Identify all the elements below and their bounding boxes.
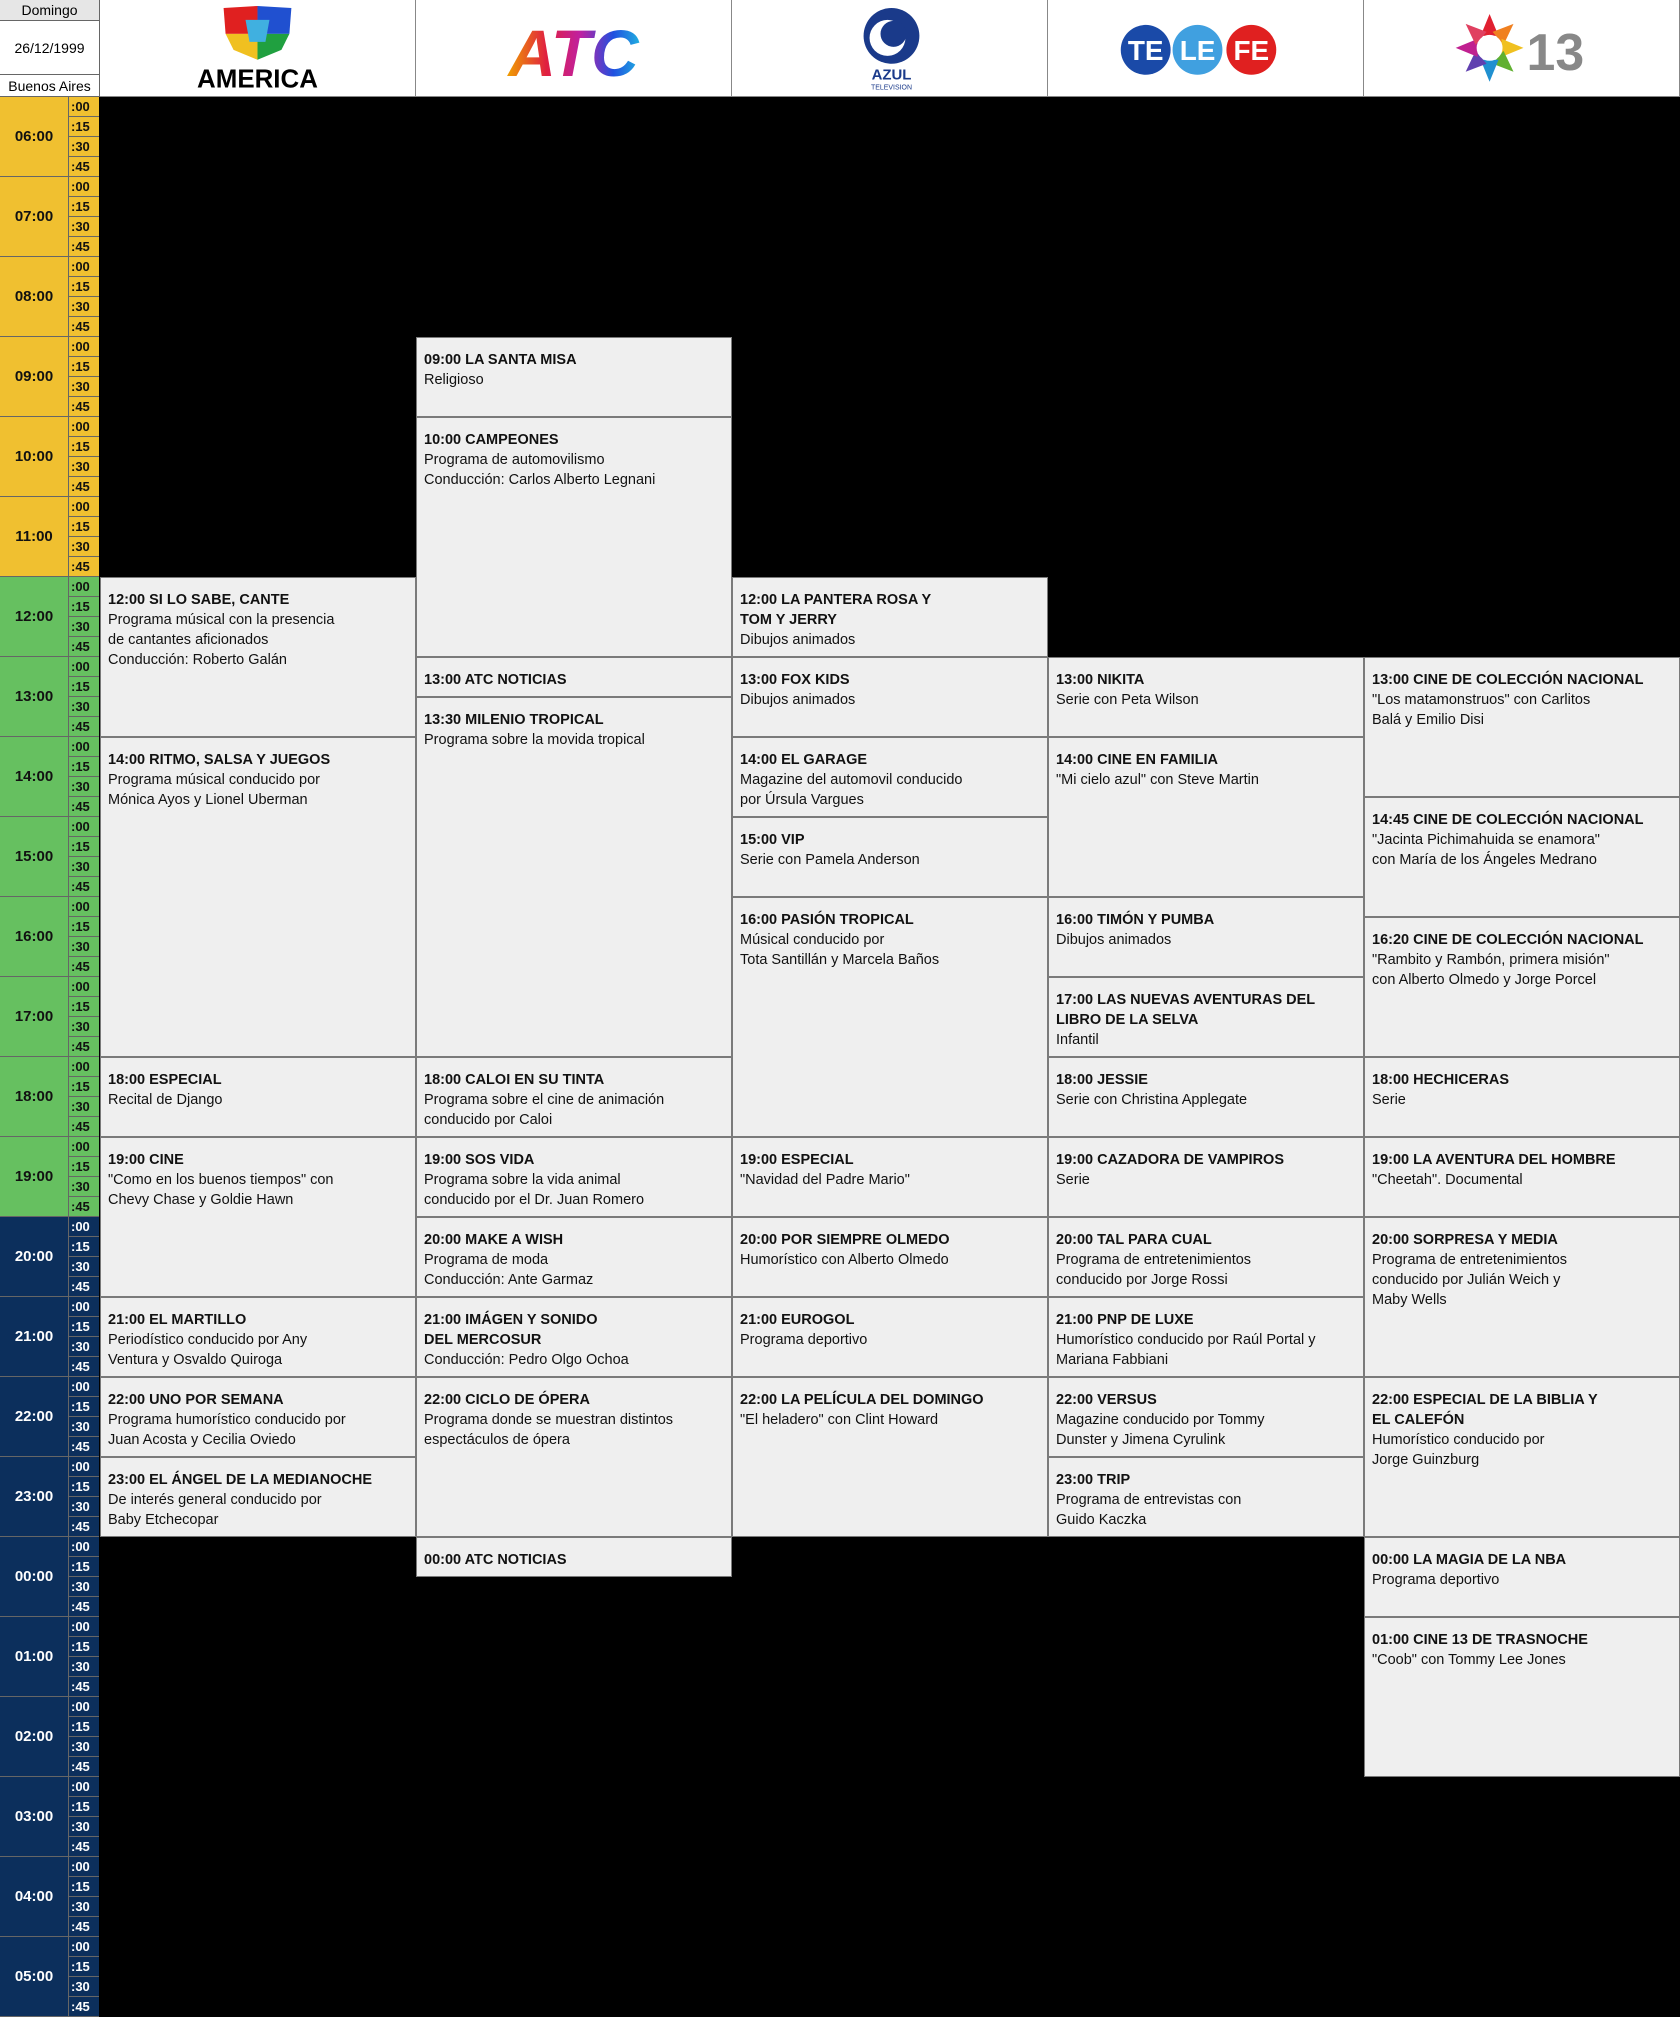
program-description: Serie con Pamela Anderson — [740, 852, 920, 868]
quarter-label: :45 — [69, 1197, 99, 1217]
program-title: 19:00 CAZADORA DE VAMPIROS — [1056, 1152, 1285, 1168]
program-description: "Navidad del Padre Mario" — [740, 1172, 910, 1188]
program-title: 12:00 SI LO SABE, CANTE — [108, 592, 290, 608]
program-description: Programa músical con la presencia de cantantes aficionados Conducción: Roberto Galán — [108, 612, 335, 668]
hour-label: 13:00 — [0, 657, 69, 737]
program-title: 13:00 CINE DE COLECCIÓN NACIONAL — [1372, 672, 1644, 688]
program-description: De interés general conducido por Baby Etchecopar — [108, 1492, 322, 1528]
program-block[interactable] — [100, 1377, 416, 1457]
program-title: 19:00 CINE — [108, 1152, 184, 1168]
program-title: 20:00 TAL PARA CUAL — [1056, 1232, 1212, 1248]
quarter-label: :00 — [69, 1617, 99, 1637]
program-title: 00:00 ATC NOTICIAS — [424, 1552, 567, 1568]
quarter-label: :15 — [69, 1397, 99, 1417]
quarter-label: :30 — [69, 1497, 99, 1517]
program-description: Programa músical conducido por Mónica Ayos y Lionel Uberman — [108, 772, 320, 808]
quarter-label: :30 — [69, 1657, 99, 1677]
quarter-label: :45 — [69, 157, 99, 177]
program-title: 10:00 CAMPEONES — [424, 432, 559, 448]
program-description: Programa de entretenimientos conducido por Jorge Rossi — [1056, 1252, 1252, 1288]
hour-label: 03:00 — [0, 1777, 69, 1857]
program-block[interactable] — [100, 577, 416, 737]
program-title: 20:00 POR SIEMPRE OLMEDO — [740, 1232, 950, 1248]
telefe-logo-icon — [1048, 0, 1363, 97]
program-description: "Coob" con Tommy Lee Jones — [1372, 1652, 1566, 1668]
program-title: 18:00 CALOI EN SU TINTA — [424, 1072, 605, 1088]
quarter-label: :15 — [69, 757, 99, 777]
quarter-label: :15 — [69, 837, 99, 857]
hour-label: 06:00 — [0, 97, 69, 177]
quarter-label: :30 — [69, 1737, 99, 1757]
program-title: 00:00 LA MAGIA DE LA NBA — [1372, 1552, 1567, 1568]
quarter-label: :30 — [69, 1017, 99, 1037]
quarter-label: :00 — [69, 337, 99, 357]
quarter-label: :15 — [69, 1877, 99, 1897]
program-description: Serie con Christina Applegate — [1056, 1092, 1248, 1108]
azul-logo-text: AZUL — [871, 66, 912, 84]
program-block[interactable] — [732, 657, 1048, 737]
program-block[interactable] — [416, 1217, 732, 1297]
program-block[interactable] — [1048, 977, 1364, 1057]
quarter-label: :00 — [69, 1537, 99, 1557]
hour-label: 00:00 — [0, 1537, 69, 1617]
program-description: Humorístico con Alberto Olmedo — [740, 1252, 949, 1268]
quarter-label: :15 — [69, 357, 99, 377]
program-description: Serie con Peta Wilson — [1056, 692, 1199, 708]
program-title: 22:00 UNO POR SEMANA — [108, 1392, 284, 1408]
quarter-label: :45 — [69, 1437, 99, 1457]
program-title: 19:00 ESPECIAL — [740, 1152, 854, 1168]
quarter-label: :15 — [69, 117, 99, 137]
program-block[interactable] — [732, 1377, 1048, 1537]
channel-header-atc — [416, 0, 732, 97]
program-description: Infantil — [1056, 1032, 1099, 1048]
quarter-label: :00 — [69, 1937, 99, 1957]
quarter-label: :00 — [69, 257, 99, 277]
header-info — [0, 0, 100, 97]
program-title: 22:00 CICLO DE ÓPERA — [424, 1392, 590, 1408]
america-logo-icon — [100, 0, 415, 97]
quarter-label: :45 — [69, 957, 99, 977]
program-description: Programa sobre la vida animal conducido por el Dr. Juan Romero — [424, 1172, 645, 1208]
program-description: Programa sobre la movida tropical — [424, 732, 645, 748]
program-block[interactable] — [1364, 1057, 1680, 1137]
program-block[interactable] — [416, 1537, 732, 1577]
quarter-label: :30 — [69, 1577, 99, 1597]
program-title: 18:00 JESSIE — [1056, 1072, 1148, 1088]
program-description: Dibujos animados — [740, 632, 856, 648]
quarter-label: :45 — [69, 1117, 99, 1137]
city-label: Buenos Aires — [0, 74, 99, 97]
program-block[interactable] — [1364, 1537, 1680, 1617]
hour-label: 11:00 — [0, 497, 69, 577]
program-title: 15:00 VIP — [740, 832, 805, 848]
program-description: Magazine conducido por Tommy Dunster y Jimena Cyrulink — [1056, 1412, 1265, 1448]
quarter-label: :15 — [69, 277, 99, 297]
quarter-label: :30 — [69, 937, 99, 957]
program-description: Periodístico conducido por Any Ventura y Osvaldo Quiroga — [108, 1332, 308, 1368]
quarter-label: :30 — [69, 857, 99, 877]
quarter-label: :30 — [69, 1817, 99, 1837]
program-description: Programa deportivo — [740, 1332, 868, 1348]
program-block[interactable] — [1048, 737, 1364, 897]
quarter-label: :30 — [69, 297, 99, 317]
america-logo-text: AMERICA — [197, 65, 318, 94]
program-title: 13:30 MILENIO TROPICAL — [424, 712, 604, 728]
quarter-label: :45 — [69, 1597, 99, 1617]
quarter-label: :30 — [69, 1977, 99, 1997]
program-title: 18:00 HECHICERAS — [1372, 1072, 1509, 1088]
program-description: Magazine del automovil conducido por Úrsula Vargues — [740, 772, 963, 808]
program-block[interactable] — [416, 417, 732, 657]
program-block[interactable] — [100, 1057, 416, 1137]
program-block[interactable] — [732, 897, 1048, 1137]
quarter-label: :00 — [69, 1137, 99, 1157]
program-title: 16:00 PASIÓN TROPICAL — [740, 912, 914, 928]
program-description: "Mi cielo azul" con Steve Martin — [1056, 772, 1259, 788]
program-title: 21:00 EL MARTILLO — [108, 1312, 247, 1328]
hour-label: 05:00 — [0, 1937, 69, 2017]
quarter-label: :00 — [69, 1777, 99, 1797]
program-description: Programa deportivo — [1372, 1572, 1500, 1588]
quarter-label: :15 — [69, 1797, 99, 1817]
hour-label: 18:00 — [0, 1057, 69, 1137]
program-description: Serie — [1372, 1092, 1406, 1108]
quarter-label: :30 — [69, 1177, 99, 1197]
telefe-logo-te: TE — [1127, 34, 1164, 66]
hour-label: 21:00 — [0, 1297, 69, 1377]
program-title: 14:45 CINE DE COLECCIÓN NACIONAL — [1372, 812, 1644, 828]
quarter-label: :30 — [69, 1257, 99, 1277]
telefe-logo-le: LE — [1179, 34, 1216, 66]
program-description: Serie — [1056, 1172, 1090, 1188]
hour-label: 08:00 — [0, 257, 69, 337]
program-title: 23:00 TRIP — [1056, 1472, 1131, 1488]
azul-logo-icon — [732, 0, 1047, 97]
quarter-label: :00 — [69, 97, 99, 117]
program-title: 19:00 LA AVENTURA DEL HOMBRE — [1372, 1152, 1616, 1168]
program-description: "Jacinta Pichimahuida se enamora" con María de los Ángeles Medrano — [1372, 832, 1600, 868]
quarter-label: :45 — [69, 1037, 99, 1057]
program-title: 12:00 LA PANTERA ROSA Y TOM Y JERRY — [740, 592, 932, 628]
program-description: Programa de moda Conducción: Ante Garmaz — [424, 1252, 594, 1288]
program-block[interactable] — [416, 1057, 732, 1137]
program-title: 22:00 VERSUS — [1056, 1392, 1157, 1408]
hour-label: 14:00 — [0, 737, 69, 817]
hour-label: 07:00 — [0, 177, 69, 257]
quarter-label: :45 — [69, 877, 99, 897]
channel-header-telefe — [1048, 0, 1364, 97]
hour-label: 10:00 — [0, 417, 69, 497]
quarter-label: :15 — [69, 197, 99, 217]
quarter-label: :45 — [69, 557, 99, 577]
program-description: "Los matamonstruos" con Carlitos Balá y Emilio Disi — [1372, 692, 1591, 728]
program-title: 21:00 IMÁGEN Y SONIDO DEL MERCOSUR — [424, 1312, 598, 1348]
quarter-label: :00 — [69, 1857, 99, 1877]
hour-label: 15:00 — [0, 817, 69, 897]
quarter-label: :00 — [69, 497, 99, 517]
trece-logo-text: 13 — [1526, 22, 1585, 81]
quarter-label: :15 — [69, 1157, 99, 1177]
program-block[interactable] — [1048, 1057, 1364, 1137]
program-block[interactable] — [1048, 897, 1364, 977]
quarter-label: :45 — [69, 1277, 99, 1297]
channel-header-azul — [732, 0, 1048, 97]
quarter-label: :15 — [69, 597, 99, 617]
quarter-label: :00 — [69, 1697, 99, 1717]
quarter-label: :30 — [69, 377, 99, 397]
hour-label: 23:00 — [0, 1457, 69, 1537]
program-block[interactable] — [416, 697, 732, 1057]
quarter-label: :00 — [69, 1217, 99, 1237]
program-block[interactable] — [732, 737, 1048, 817]
hour-label: 19:00 — [0, 1137, 69, 1217]
program-description: Programa humorístico conducido por Juan Acosta y Cecilia Oviedo — [108, 1412, 346, 1448]
quarter-label: :30 — [69, 1097, 99, 1117]
program-title: 23:00 EL ÁNGEL DE LA MEDIANOCHE — [108, 1472, 373, 1488]
quarter-label: :00 — [69, 177, 99, 197]
program-description: Programa de automovilismo Conducción: Carlos Alberto Legnani — [424, 452, 656, 488]
program-block[interactable] — [1364, 1217, 1680, 1377]
quarter-label: :30 — [69, 137, 99, 157]
program-description: Programa de entretenimientos conducido por Julián Weich y Maby Wells — [1372, 1252, 1568, 1308]
program-title: 17:00 LAS NUEVAS AVENTURAS DEL LIBRO DE LA SELVA — [1056, 992, 1316, 1028]
quarter-label: :45 — [69, 1997, 99, 2017]
program-title: 20:00 MAKE A WISH — [424, 1232, 564, 1248]
program-description: Humorístico conducido por Jorge Guinzburg — [1372, 1432, 1545, 1468]
program-description: Conducción: Pedro Olgo Ochoa — [424, 1352, 629, 1368]
quarter-label: :00 — [69, 897, 99, 917]
quarter-label: :15 — [69, 437, 99, 457]
program-block[interactable] — [416, 337, 732, 417]
hour-label: 02:00 — [0, 1697, 69, 1777]
quarter-label: :15 — [69, 1957, 99, 1977]
channel-header-america — [100, 0, 416, 97]
program-title: 20:00 SORPRESA Y MEDIA — [1372, 1232, 1558, 1248]
program-title: 19:00 SOS VIDA — [424, 1152, 535, 1168]
channel-header-trece — [1364, 0, 1680, 97]
hour-label: 09:00 — [0, 337, 69, 417]
program-title: 14:00 CINE EN FAMILIA — [1056, 752, 1218, 768]
program-block[interactable] — [100, 1457, 416, 1537]
program-block[interactable] — [100, 1137, 416, 1297]
program-description: Programa de entrevistas con Guido Kaczka — [1056, 1492, 1242, 1528]
program-description: Dibujos animados — [1056, 932, 1172, 948]
program-description: Recital de Django — [108, 1092, 223, 1108]
telefe-logo-fe: FE — [1233, 34, 1270, 66]
program-title: 14:00 EL GARAGE — [740, 752, 868, 768]
program-block[interactable] — [100, 1297, 416, 1377]
quarter-label: :00 — [69, 577, 99, 597]
program-block[interactable] — [1048, 1217, 1364, 1297]
program-block[interactable] — [732, 817, 1048, 897]
trece-logo-icon — [1364, 0, 1679, 97]
date-label: 26/12/1999 — [14, 39, 85, 56]
quarter-label: :15 — [69, 917, 99, 937]
quarter-label: :15 — [69, 1077, 99, 1097]
quarter-label: :15 — [69, 1637, 99, 1657]
program-block[interactable] — [1048, 657, 1364, 737]
atc-logo-text: ATC — [508, 15, 639, 90]
program-block[interactable] — [1048, 1137, 1364, 1217]
quarter-label: :45 — [69, 637, 99, 657]
hour-label: 04:00 — [0, 1857, 69, 1937]
program-title: 21:00 EUROGOL — [740, 1312, 855, 1328]
hour-label: 22:00 — [0, 1377, 69, 1457]
program-block[interactable] — [732, 1217, 1048, 1297]
quarter-label: :45 — [69, 237, 99, 257]
quarter-label: :45 — [69, 397, 99, 417]
quarter-label: :45 — [69, 1357, 99, 1377]
quarter-label: :45 — [69, 477, 99, 497]
hour-label: 16:00 — [0, 897, 69, 977]
quarter-label: :15 — [69, 1477, 99, 1497]
quarter-label: :30 — [69, 697, 99, 717]
quarter-label: :00 — [69, 1377, 99, 1397]
program-block[interactable] — [1048, 1297, 1364, 1377]
program-block[interactable] — [732, 1137, 1048, 1217]
program-title: 13:00 NIKITA — [1056, 672, 1145, 688]
quarter-label: :45 — [69, 1677, 99, 1697]
program-title: 13:00 FOX KIDS — [740, 672, 850, 688]
program-title: 21:00 PNP DE LUXE — [1056, 1312, 1194, 1328]
day-label: Domingo — [0, 0, 99, 21]
quarter-label: :45 — [69, 1517, 99, 1537]
program-block[interactable] — [1364, 797, 1680, 917]
program-title: 09:00 LA SANTA MISA — [424, 352, 577, 368]
program-description: Músical conducido por Tota Santillán y Marcela Baños — [740, 932, 940, 968]
program-description: Programa donde se muestran distintos espectáculos de ópera — [424, 1412, 674, 1448]
program-title: 22:00 ESPECIAL DE LA BIBLIA Y EL CALEFÓN — [1372, 1392, 1598, 1428]
program-block[interactable] — [1364, 917, 1680, 1057]
program-block[interactable] — [416, 1377, 732, 1537]
program-description: "Cheetah". Documental — [1372, 1172, 1523, 1188]
quarter-label: :00 — [69, 657, 99, 677]
program-block[interactable] — [1364, 1377, 1680, 1537]
hour-label: 12:00 — [0, 577, 69, 657]
quarter-label: :30 — [69, 1417, 99, 1437]
quarter-label: :00 — [69, 977, 99, 997]
program-block[interactable] — [732, 577, 1048, 657]
program-block[interactable] — [1364, 657, 1680, 797]
quarter-label: :15 — [69, 997, 99, 1017]
quarter-label: :00 — [69, 1297, 99, 1317]
quarter-label: :30 — [69, 1337, 99, 1357]
quarter-label: :45 — [69, 317, 99, 337]
quarter-label: :45 — [69, 717, 99, 737]
program-description: Religioso — [424, 372, 484, 388]
quarter-label: :00 — [69, 417, 99, 437]
program-description: Humorístico conducido por Raúl Portal y Mariana Fabbiani — [1056, 1332, 1316, 1368]
program-description: Programa sobre el cine de animación conducido por Caloi — [424, 1092, 665, 1128]
program-description: Dibujos animados — [740, 692, 856, 708]
quarter-label: :30 — [69, 537, 99, 557]
quarter-label: :15 — [69, 677, 99, 697]
program-block[interactable] — [1364, 1617, 1680, 1777]
quarter-label: :15 — [69, 517, 99, 537]
quarter-label: :00 — [69, 737, 99, 757]
program-block[interactable] — [732, 1297, 1048, 1377]
quarter-label: :30 — [69, 617, 99, 637]
quarter-label: :15 — [69, 1237, 99, 1257]
program-title: 01:00 CINE 13 DE TRASNOCHE — [1372, 1632, 1588, 1648]
program-block[interactable] — [416, 657, 732, 697]
program-title: 22:00 LA PELÍCULA DEL DOMINGO — [740, 1392, 984, 1408]
quarter-label: :15 — [69, 1717, 99, 1737]
quarter-label: :30 — [69, 217, 99, 237]
quarter-label: :00 — [69, 1057, 99, 1077]
program-description: "Como en los buenos tiempos" con Chevy Chase y Goldie Hawn — [108, 1172, 334, 1208]
quarter-label: :30 — [69, 457, 99, 477]
quarter-label: :45 — [69, 797, 99, 817]
quarter-label: :00 — [69, 1457, 99, 1477]
program-title: 18:00 ESPECIAL — [108, 1072, 222, 1088]
program-title: 14:00 RITMO, SALSA Y JUEGOS — [108, 752, 331, 768]
quarter-label: :15 — [69, 1557, 99, 1577]
hour-label: 01:00 — [0, 1617, 69, 1697]
program-block[interactable] — [100, 737, 416, 1057]
program-title: 16:00 TIMÓN Y PUMBA — [1056, 912, 1215, 928]
quarter-label: :45 — [69, 1917, 99, 1937]
hour-label: 17:00 — [0, 977, 69, 1057]
quarter-label: :00 — [69, 817, 99, 837]
program-title: 13:00 ATC NOTICIAS — [424, 672, 567, 688]
quarter-label: :45 — [69, 1757, 99, 1777]
quarter-label: :45 — [69, 1837, 99, 1857]
program-block[interactable] — [1048, 1377, 1364, 1457]
program-block[interactable] — [416, 1297, 732, 1377]
quarter-label: :30 — [69, 777, 99, 797]
azul-logo-subtext: TELEVISION — [870, 84, 913, 92]
program-title: 16:20 CINE DE COLECCIÓN NACIONAL — [1372, 932, 1644, 948]
program-description: "Rambito y Rambón, primera misión" con Alberto Olmedo y Jorge Porcel — [1372, 952, 1610, 988]
quarter-label: :15 — [69, 1317, 99, 1337]
program-block[interactable] — [416, 1137, 732, 1217]
program-block[interactable] — [1364, 1137, 1680, 1217]
atc-logo-icon — [416, 0, 731, 97]
program-block[interactable] — [1048, 1457, 1364, 1537]
quarter-label: :30 — [69, 1897, 99, 1917]
hour-label: 20:00 — [0, 1217, 69, 1297]
program-description: "El heladero" con Clint Howard — [740, 1412, 939, 1428]
